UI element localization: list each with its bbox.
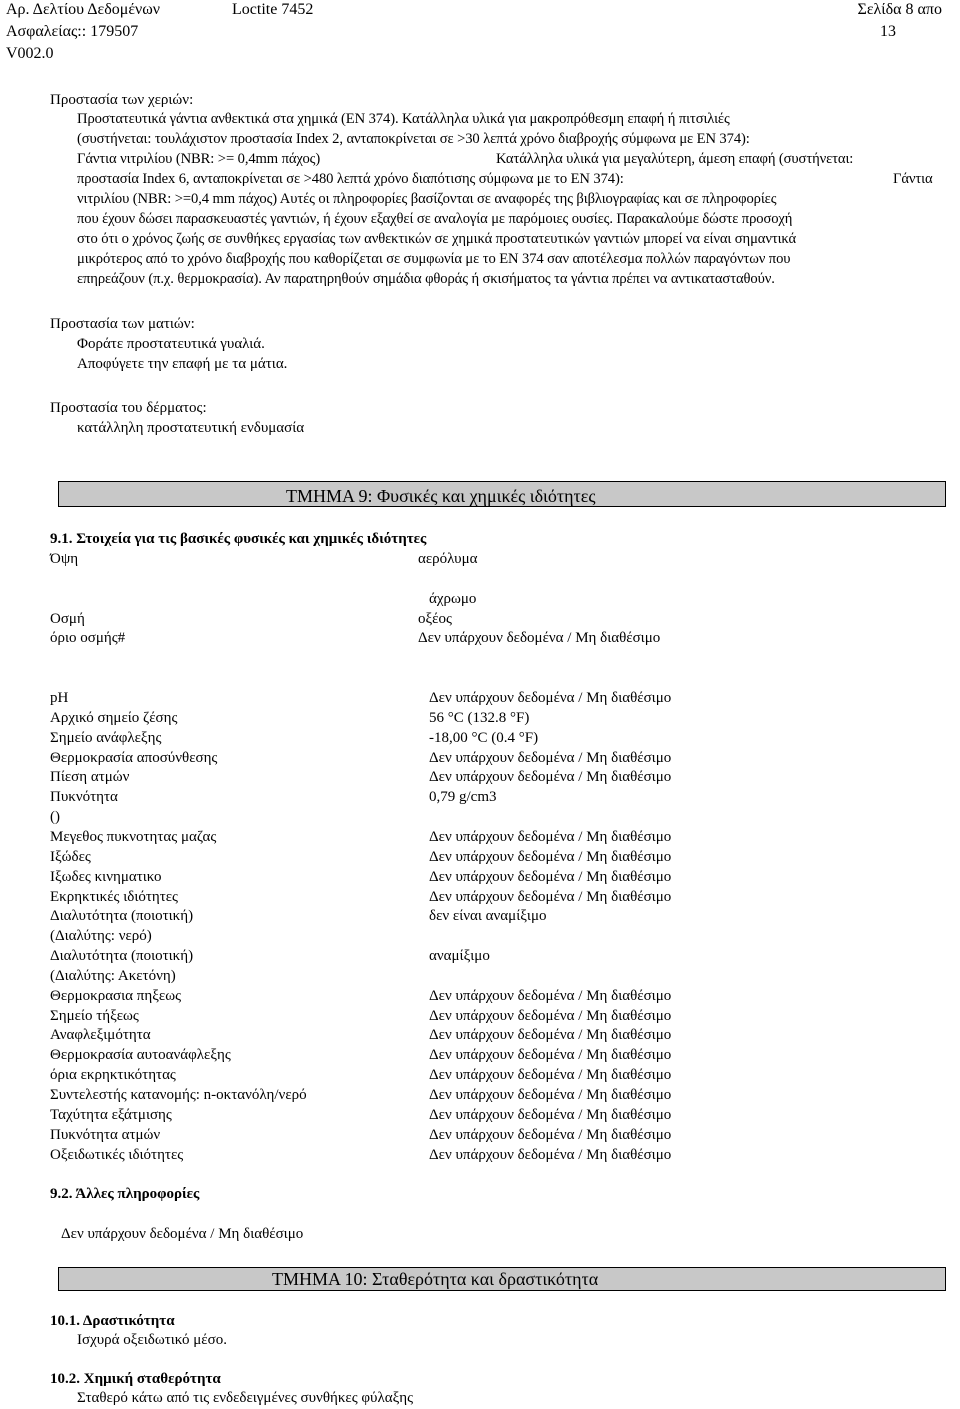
sds-number: Ασφαλείας:: 179507 — [6, 23, 139, 40]
stability-value: Σταθερό κάτω από τις ενδεδειγμένες συνθήκες φύλαξης — [77, 1390, 414, 1406]
odor-value: οξέος — [418, 611, 452, 627]
property-value: Δεν υπάρχουν δεδομένα / Μη διαθέσιμο — [429, 1087, 672, 1103]
product-name: Loctite 7452 — [232, 1, 314, 18]
property-label: Πυκνότητα — [50, 789, 118, 805]
property-value: Δεν υπάρχουν δεδομένα / Μη διαθέσιμο — [429, 1047, 672, 1063]
property-label: Οξειδωτικές ιδιότητες — [50, 1147, 184, 1163]
property-label: Σημείο τήξεως — [50, 1008, 139, 1024]
hand-line-4b: Γάντια — [893, 171, 933, 187]
section-9-title: ΤΜΗΜΑ 9: Φυσικές και χημικές ιδιότητες — [286, 486, 596, 506]
property-value: 56 °C (132.8 °F) — [429, 710, 530, 726]
eye-protection-line-1: Φοράτε προστατευτικά γυαλιά. — [77, 336, 265, 352]
property-label: Ιξωδες κινηματικο — [50, 869, 162, 885]
section-9-1-title: 9.1. Στοιχεία για τις βασικές φυσικές και χημικές ιδιότητες — [50, 531, 427, 547]
property-value: Δεν υπάρχουν δεδομένα / Μη διαθέσιμο — [429, 1027, 672, 1043]
property-value: αναμίξιμο — [429, 948, 490, 964]
hand-line-3b: Κατάλληλα υλικά για μεγαλύτερη, άμεση επαφή (συστήνεται: — [496, 151, 854, 167]
total-pages: 13 — [880, 23, 896, 40]
appearance-value: αερόλυμα — [418, 551, 478, 567]
odor-threshold-label: όριο οσμής# — [50, 630, 126, 646]
property-value: -18,00 °C (0.4 °F) — [429, 730, 539, 746]
property-value: Δεν υπάρχουν δεδομένα / Μη διαθέσιμο — [429, 869, 672, 885]
property-label: (Διαλύτης: νερό) — [50, 928, 152, 944]
reactivity-value: Ισχυρά οξειδωτικό μέσο. — [77, 1332, 227, 1348]
property-label: pH — [50, 690, 69, 706]
hand-line-7: στο ότι ο χρόνος ζωής σε συνθήκες εργασίας των ανθεκτικών σε χημικά προστατευτικών γαντιών μπορεί να είναι σημαντικά — [77, 231, 797, 247]
property-label: Ταχύτητα εξάτμισης — [50, 1107, 172, 1123]
property-label: Θερμοκρασια πηξεως — [50, 988, 182, 1004]
other-info-value: Δεν υπάρχουν δεδομένα / Μη διαθέσιμο — [61, 1226, 304, 1242]
property-value: δεν είναι αναμίξιμο — [429, 908, 547, 924]
property-label: Πίεση ατμών — [50, 769, 130, 785]
appearance-label: Όψη — [50, 551, 79, 567]
property-value: Δεν υπάρχουν δεδομένα / Μη διαθέσιμο — [429, 1067, 672, 1083]
property-value: Δεν υπάρχουν δεδομένα / Μη διαθέσιμο — [429, 829, 672, 845]
hand-line-4a: προστασία Index 6, ανταποκρίνεται σε >480 λεπτά χρόνο διαπότισης σύμφωνα με το EN 374): — [77, 171, 624, 187]
property-label: Αρχικό σημείο ζέσης — [50, 710, 178, 726]
property-value: Δεν υπάρχουν δεδομένα / Μη διαθέσιμο — [429, 1008, 672, 1024]
property-label: Διαλυτότητα (ποιοτική) — [50, 948, 194, 964]
page-number: Σελίδα 8 απο — [857, 1, 942, 18]
property-value: Δεν υπάρχουν δεδομένα / Μη διαθέσιμο — [429, 769, 672, 785]
property-value: Δεν υπάρχουν δεδομένα / Μη διαθέσιμο — [429, 690, 672, 706]
property-label: (Διαλύτης: Ακετόνη) — [50, 968, 176, 984]
property-value: Δεν υπάρχουν δεδομένα / Μη διαθέσιμο — [429, 849, 672, 865]
eye-protection-line-2: Αποφύγετε την επαφή με τα μάτια. — [77, 356, 288, 372]
property-label: Συντελεστής κατανομής: n-οκτανόλη/νερό — [50, 1087, 307, 1103]
property-label: () — [50, 809, 60, 825]
property-label: Αναφλεξιμότητα — [50, 1027, 151, 1043]
hand-line-3a: Γάντια νιτριλίου (NBR: >= 0,4mm πάχος) — [77, 151, 321, 167]
hand-line-6: που έχουν δώσει παρασκευαστές γαντιών, ή έχουν εξαχθεί σε αναλογία με παρόμοιες ουσίες. Παρακαλούμε δώστε προσοχή — [77, 211, 793, 227]
hand-line-8: μικρότερος από το χρόνο διαβροχής που καθορίζεται σε συμφωνία με το EN 374 σαν αποτέλεσμα πολλών παραγόντων που — [77, 251, 791, 267]
hand-line-5: νιτριλίου (NBR: >=0,4 mm πάχος) Αυτές οι πληροφορίες βασίζονται σε αναφορές της βιβλιογραφίας και σε πληροφορίες — [77, 191, 777, 207]
version: V002.0 — [6, 45, 54, 62]
section-10-2-title: 10.2. Χημική σταθερότητα — [50, 1371, 221, 1387]
property-label: όρια εκρηκτικότητας — [50, 1067, 176, 1083]
property-value: Δεν υπάρχουν δεδομένα / Μη διαθέσιμο — [429, 1107, 672, 1123]
property-label: Διαλυτότητα (ποιοτική) — [50, 908, 194, 924]
property-value: Δεν υπάρχουν δεδομένα / Μη διαθέσιμο — [429, 1147, 672, 1163]
section-10-header — [58, 1267, 946, 1291]
odor-label: Οσμή — [50, 611, 85, 627]
property-label: Εκρηκτικές ιδιότητες — [50, 889, 178, 905]
property-label: Θερμοκρασία αποσύνθεσης — [50, 750, 218, 766]
section-10-title: ΤΜΗΜΑ 10: Σταθερότητα και δραστικότητα — [272, 1269, 599, 1289]
section-9-2-title: 9.2. Άλλες πληροφορίες — [50, 1186, 200, 1202]
odor-threshold-value: Δεν υπάρχουν δεδομένα / Μη διαθέσιμο — [418, 630, 661, 646]
property-value: Δεν υπάρχουν δεδομένα / Μη διαθέσιμο — [429, 1127, 672, 1143]
hand-line-1: Προστατευτικά γάντια ανθεκτικά στα χημικά (EN 374). Κατάλληλα υλικά για μακροπρόθεσμη επαφή ή πιτσιλιές — [77, 111, 730, 127]
doc-title: Αρ. Δελτίου Δεδομένων — [6, 1, 161, 18]
property-value: Δεν υπάρχουν δεδομένα / Μη διαθέσιμο — [429, 750, 672, 766]
skin-protection-line-1: κατάλληλη προστατευτική ενδυμασία — [77, 420, 305, 436]
section-10-1-title: 10.1. Δραστικότητα — [50, 1313, 175, 1329]
hand-protection-title: Προστασία των χεριών: — [50, 92, 194, 108]
skin-protection-title: Προστασία του δέρματος: — [50, 400, 207, 416]
property-value: Δεν υπάρχουν δεδομένα / Μη διαθέσιμο — [429, 988, 672, 1004]
property-label: Ιξώδες — [50, 849, 91, 865]
hand-line-2: (συστήνεται: τουλάχιστον προστασία Index 2, ανταποκρίνεται σε >30 λεπτά χρόνο διαβροχής σύμφωνα με EN 374): — [77, 131, 750, 147]
property-label: Πυκνότητα ατμών — [50, 1127, 161, 1143]
property-label: Μεγεθος πυκνοτητας μαζας — [50, 829, 217, 845]
section-9-header — [58, 481, 946, 507]
color-value: άχρωμο — [429, 591, 477, 607]
property-value: 0,79 g/cm3 — [429, 789, 497, 805]
property-label: Σημείο ανάφλεξης — [50, 730, 162, 746]
property-label: Θερμοκρασία αυτοανάφλεξης — [50, 1047, 231, 1063]
property-value: Δεν υπάρχουν δεδομένα / Μη διαθέσιμο — [429, 889, 672, 905]
hand-line-9: επηρεάζουν (π.χ. θερμοκρασία). Αν παρατηρηθούν σημάδια φθοράς ή σκισήματος τα γάντια πρέπει να αντικατασταθούν. — [77, 271, 775, 287]
eye-protection-title: Προστασία των ματιών: — [50, 316, 195, 332]
